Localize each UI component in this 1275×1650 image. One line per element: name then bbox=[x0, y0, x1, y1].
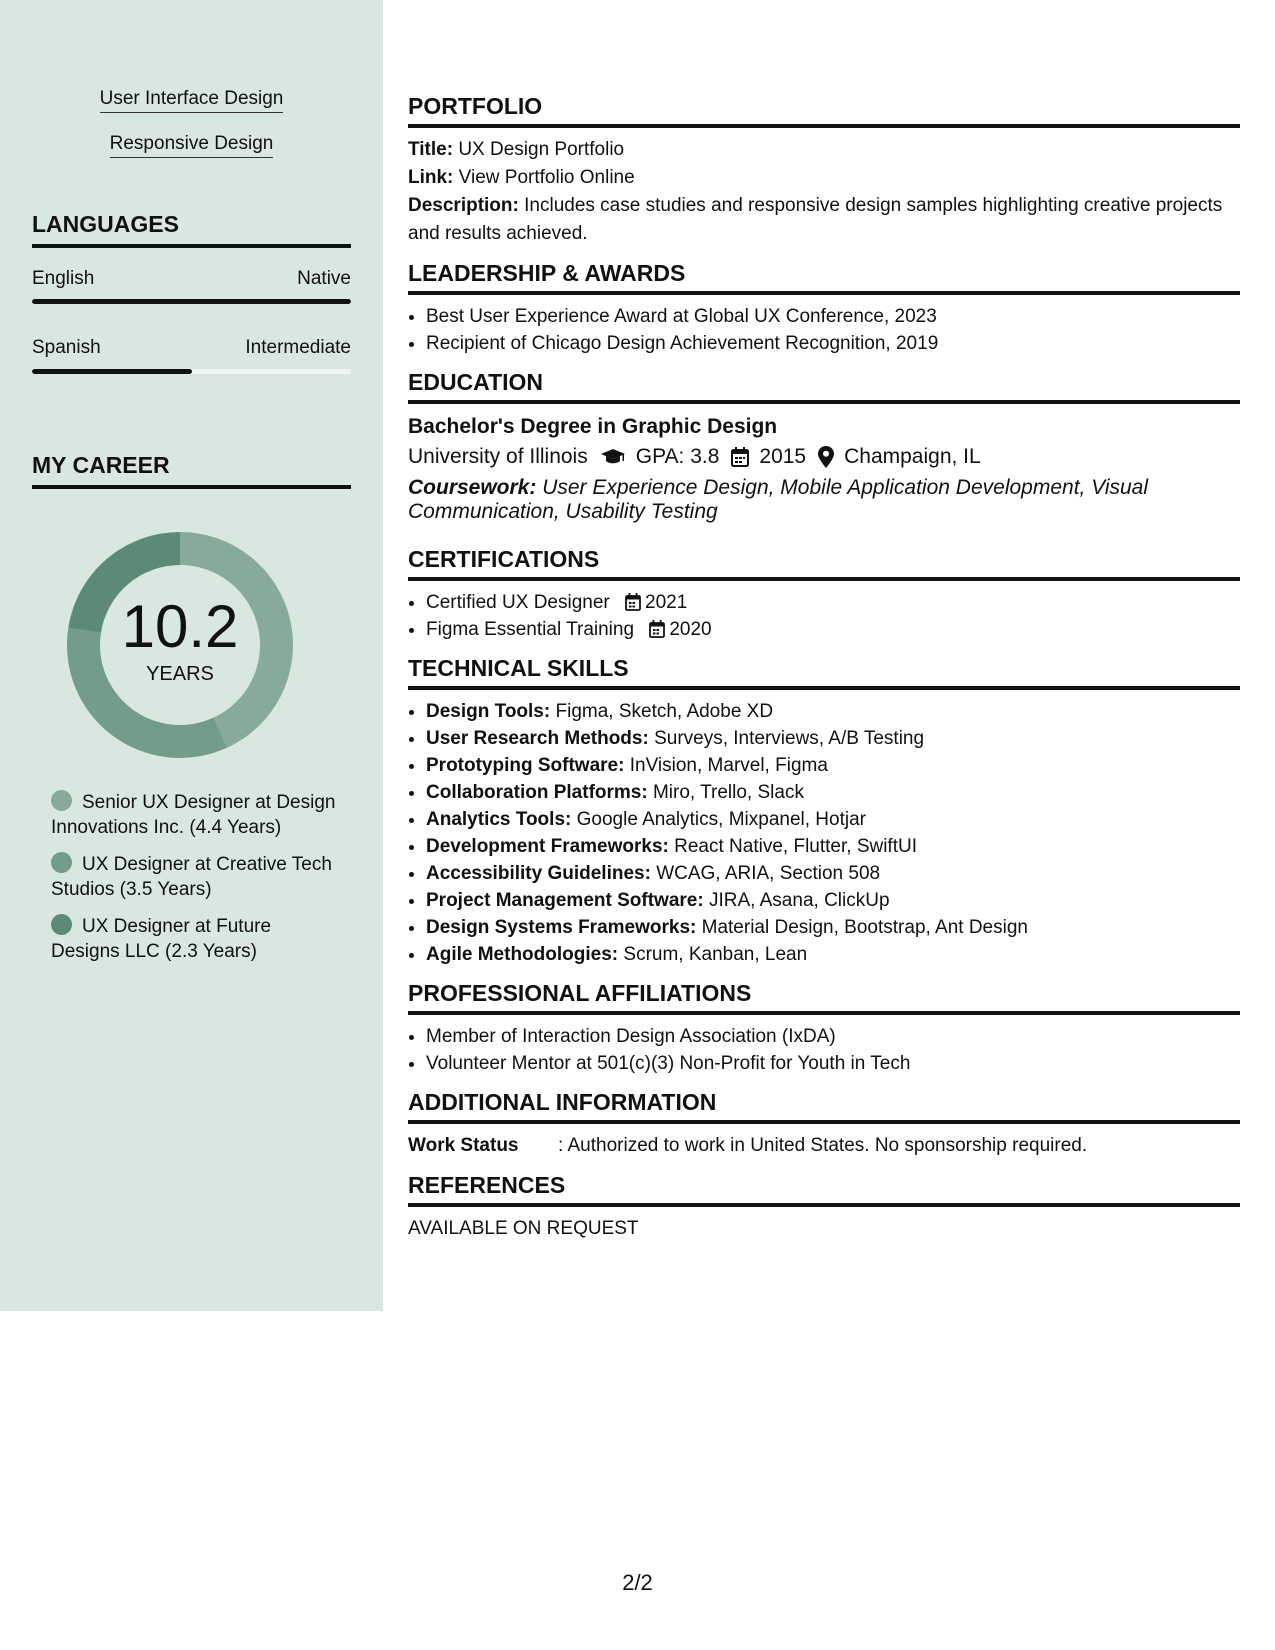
references-heading: REFERENCES bbox=[408, 1172, 1240, 1207]
leadership-list bbox=[408, 303, 1240, 357]
list-item: • Member of Interaction Design Association (IxDA) bbox=[426, 1023, 1240, 1050]
education-location: Champaign, IL bbox=[844, 445, 981, 468]
list-item: • Development Frameworks: React Native, Flutter, SwiftUI bbox=[426, 833, 1240, 860]
calendar-icon bbox=[625, 593, 641, 611]
language-bar-fill bbox=[32, 299, 351, 304]
list-item: • Design Systems Frameworks: Material Design, Bootstrap, Ant Design bbox=[426, 914, 1240, 941]
language-level: Intermediate bbox=[245, 337, 351, 358]
career-legend-item: UX Designer at Future Designs LLC (2.3 Years) bbox=[51, 916, 272, 962]
affiliations-heading: PROFESSIONAL AFFILIATIONS bbox=[408, 980, 1240, 1015]
legend-dot-icon bbox=[51, 852, 72, 873]
education-heading: EDUCATION bbox=[408, 369, 1240, 404]
list-item: • Analytics Tools: Google Analytics, Mixpanel, Hotjar bbox=[426, 806, 1240, 833]
location-pin-icon bbox=[818, 446, 834, 468]
portfolio-description: Description: Includes case studies and responsive design samples highlighting creative projects and results achieved. bbox=[408, 195, 1223, 244]
language-bar-fill bbox=[32, 369, 192, 374]
language-bar bbox=[32, 299, 351, 304]
leadership-heading: LEADERSHIP & AWARDS bbox=[408, 260, 1240, 295]
career-heading: MY CAREER bbox=[32, 452, 351, 489]
skill-tag: User Interface Design bbox=[0, 88, 383, 110]
list-item: • Accessibility Guidelines: WCAG, ARIA, Section 508 bbox=[426, 860, 1240, 887]
donut-center bbox=[65, 530, 295, 760]
career-legend-item: UX Designer at Creative Tech Studios (3.5 Years) bbox=[51, 854, 332, 900]
legend-dot-icon bbox=[51, 790, 72, 811]
career-total-years: 10.2 bbox=[121, 592, 239, 660]
education-meta bbox=[408, 442, 1240, 472]
language-row bbox=[32, 268, 351, 290]
portfolio-link: Link: View Portfolio Online bbox=[408, 167, 635, 188]
legend-dot-icon bbox=[51, 914, 72, 935]
list-item: • Certified UX Designer 2021 bbox=[426, 589, 1240, 616]
education-school: University of Illinois bbox=[408, 445, 588, 468]
technical-skills-list bbox=[408, 698, 1240, 968]
language-bar bbox=[32, 369, 351, 374]
calendar-icon bbox=[731, 447, 749, 467]
main-content bbox=[408, 93, 1240, 1243]
list-item: • Figma Essential Training 2020 bbox=[426, 616, 1240, 643]
language-row bbox=[32, 337, 351, 359]
language-name: Spanish bbox=[32, 337, 101, 358]
skill-tag: Responsive Design bbox=[0, 133, 383, 155]
list-item: • Best User Experience Award at Global UX Conference, 2023 bbox=[426, 303, 1240, 330]
affiliations-list bbox=[408, 1023, 1240, 1077]
career-legend bbox=[51, 790, 341, 976]
list-item: • Project Management Software: JIRA, Asana, ClickUp bbox=[426, 887, 1240, 914]
languages-heading: LANGUAGES bbox=[32, 211, 351, 248]
portfolio-heading: PORTFOLIO bbox=[408, 93, 1240, 128]
certifications-list bbox=[408, 589, 1240, 643]
sidebar bbox=[0, 0, 383, 1311]
career-legend-item: Senior UX Designer at Design Innovations Inc. (4.4 Years) bbox=[51, 792, 336, 838]
technical-skills-heading: TECHNICAL SKILLS bbox=[408, 655, 1240, 690]
education-gpa: GPA: 3.8 bbox=[635, 445, 720, 468]
list-item: • Volunteer Mentor at 501(c)(3) Non-Profit for Youth in Tech bbox=[426, 1050, 1240, 1077]
list-item: • Prototyping Software: InVision, Marvel, Figma bbox=[426, 752, 1240, 779]
list-item: • Design Tools: Figma, Sketch, Adobe XD bbox=[426, 698, 1240, 725]
portfolio-title: Title: UX Design Portfolio bbox=[408, 139, 625, 160]
portfolio-link-text[interactable]: View Portfolio Online bbox=[458, 167, 635, 188]
education-coursework: Coursework: User Experience Design, Mobile Application Development, Visual Communication, Usability Testing bbox=[408, 476, 1149, 523]
certifications-heading: CERTIFICATIONS bbox=[408, 546, 1240, 581]
education-degree: Bachelor's Degree in Graphic Design bbox=[408, 415, 778, 438]
language-name: English bbox=[32, 268, 95, 289]
list-item: • User Research Methods: Surveys, Interviews, A/B Testing bbox=[426, 725, 1240, 752]
work-status-label: Work Status bbox=[408, 1135, 519, 1156]
career-total-unit: YEARS bbox=[146, 662, 214, 685]
graduation-cap-icon bbox=[600, 448, 626, 466]
language-level: Native bbox=[297, 268, 351, 289]
list-item: • Collaboration Platforms: Miro, Trello, Slack bbox=[426, 779, 1240, 806]
work-status-row bbox=[408, 1132, 1240, 1160]
work-status-value: : Authorized to work in United States. No sponsorship required. bbox=[558, 1135, 1088, 1156]
list-item: • Recipient of Chicago Design Achievement Recognition, 2019 bbox=[426, 330, 1240, 357]
list-item: • Agile Methodologies: Scrum, Kanban, Lean bbox=[426, 941, 1240, 968]
references-text: AVAILABLE ON REQUEST bbox=[408, 1218, 639, 1239]
additional-info-heading: ADDITIONAL INFORMATION bbox=[408, 1089, 1240, 1124]
calendar-icon bbox=[649, 620, 665, 638]
page-number: 2/2 bbox=[622, 1570, 653, 1595]
career-donut-chart bbox=[65, 530, 295, 760]
education-year: 2015 bbox=[759, 445, 807, 468]
